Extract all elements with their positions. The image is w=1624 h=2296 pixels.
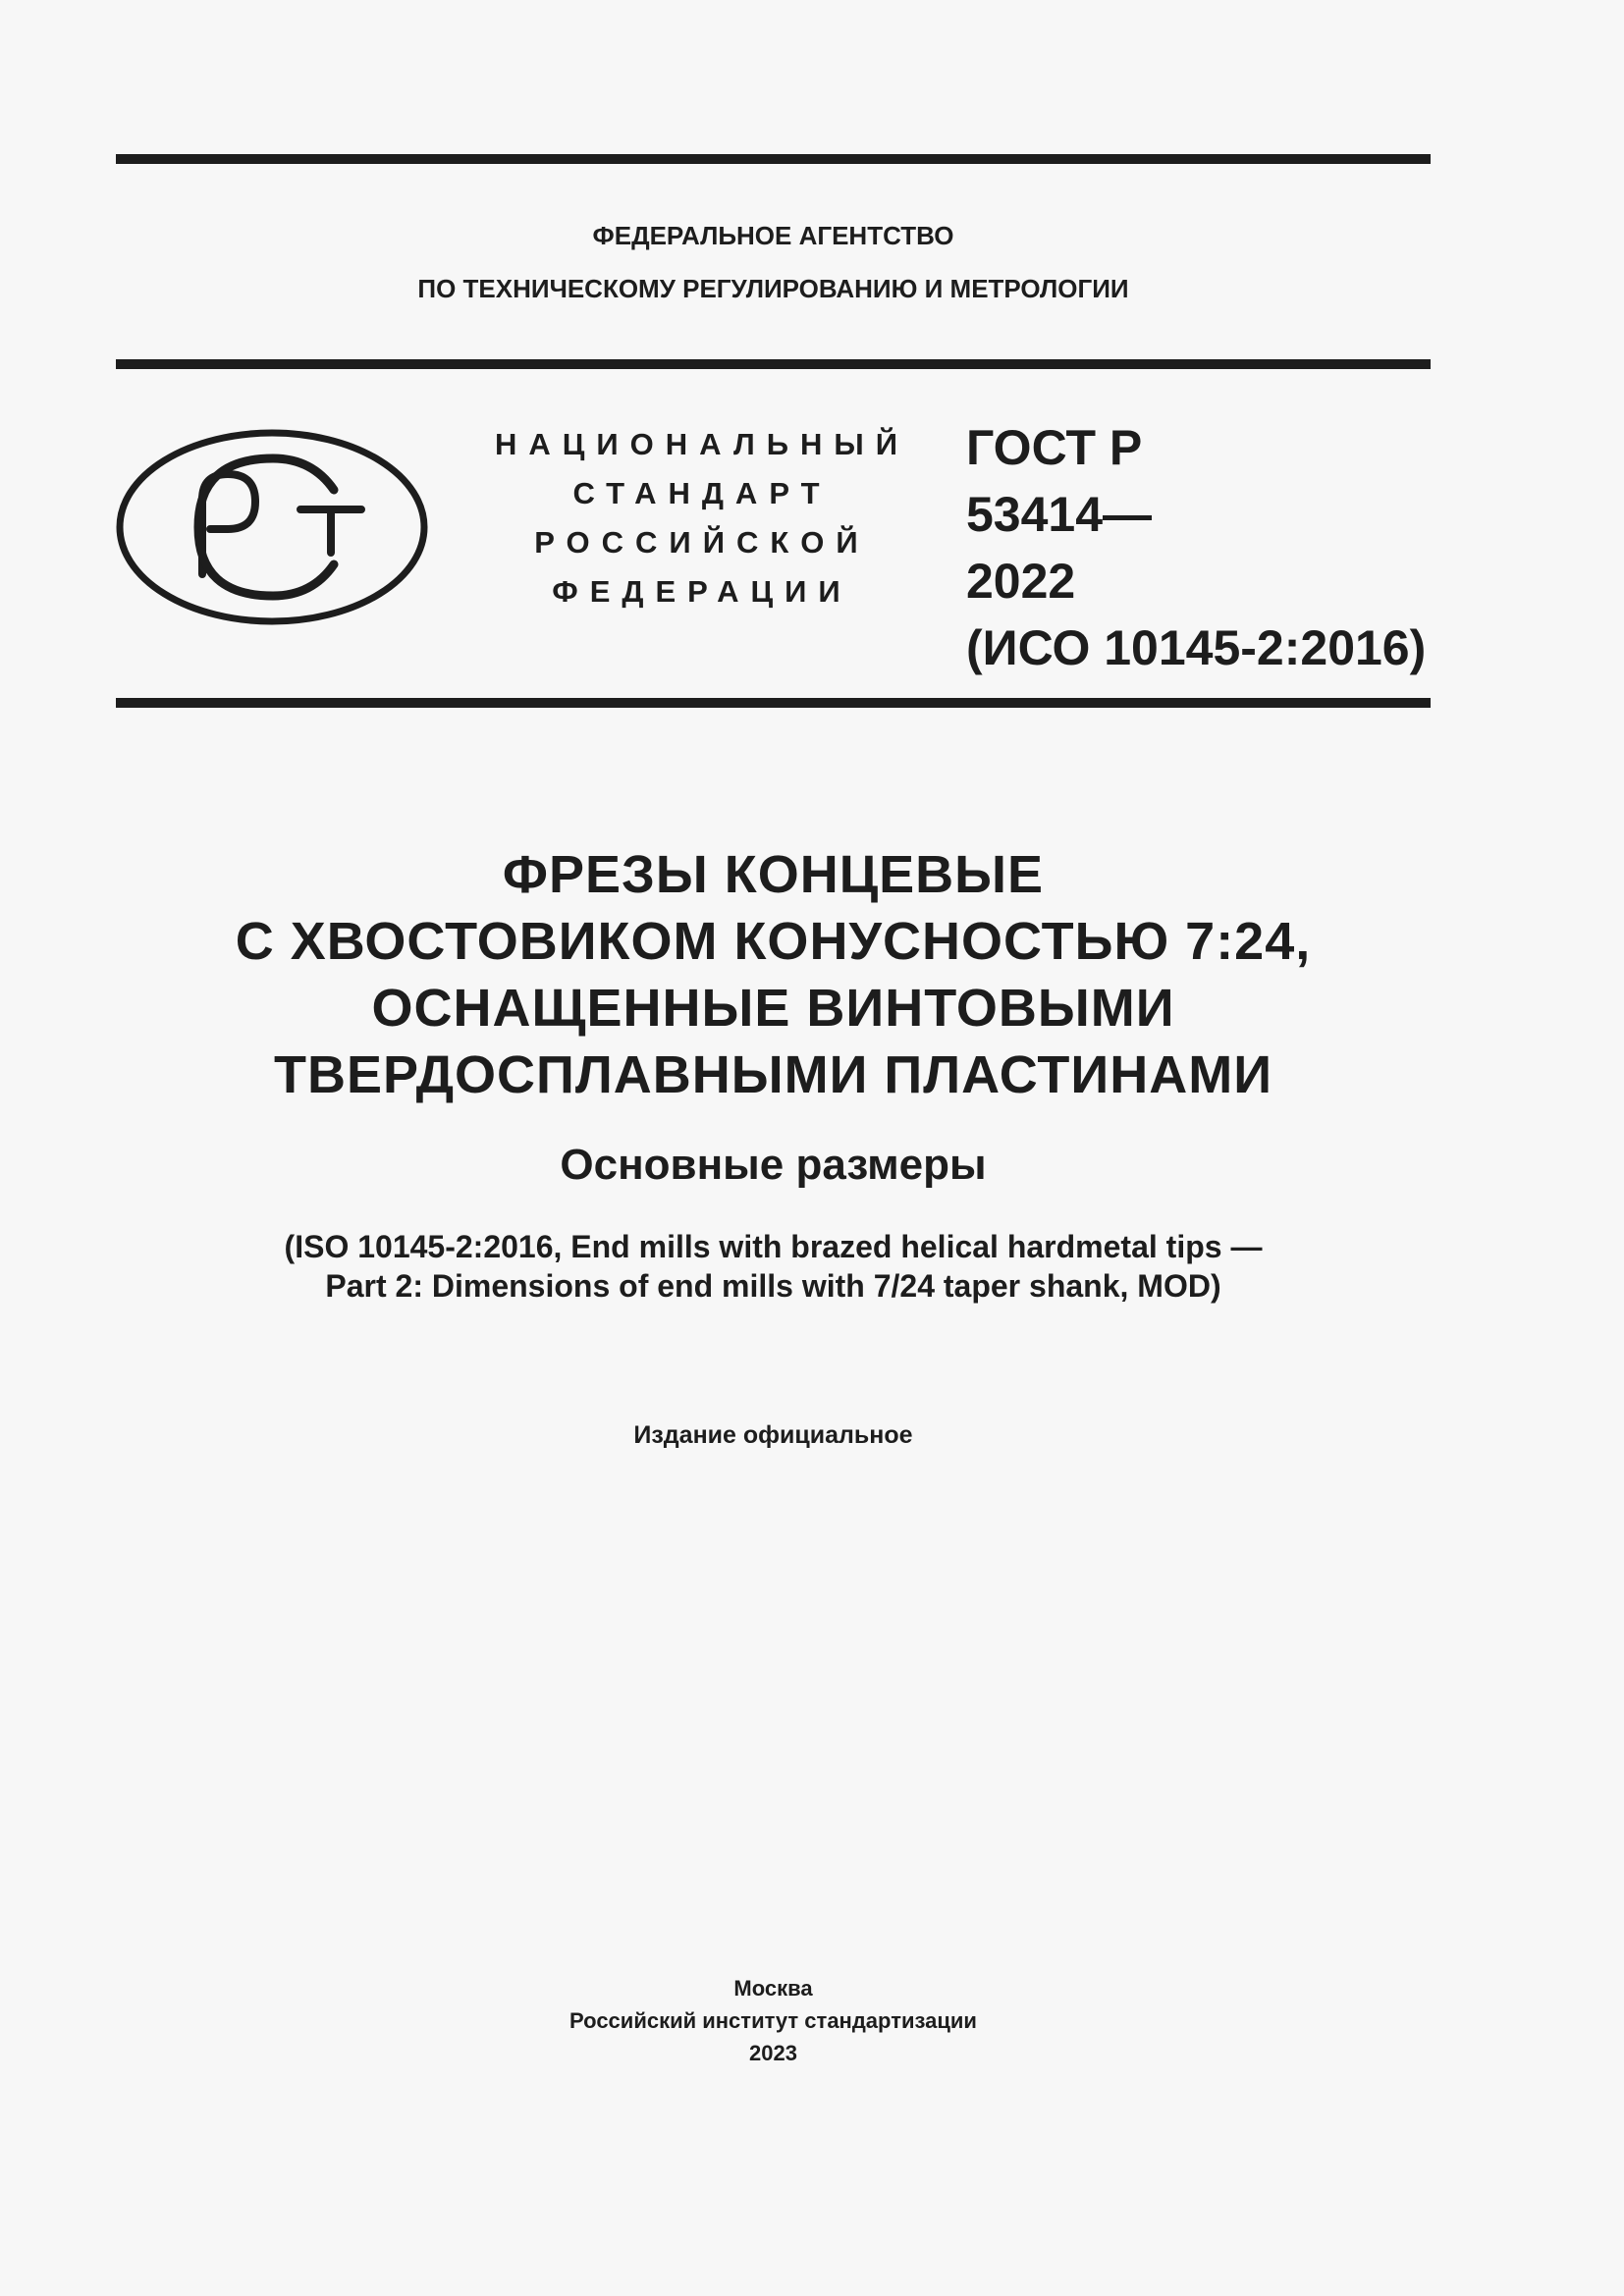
national-standard-label — [471, 420, 933, 616]
title-line: ОСНАЩЕННЫЕ ВИНТОВЫМИ — [371, 979, 1175, 1038]
designation-line: 53414— — [966, 487, 1153, 542]
rst-certification-mark-icon — [116, 429, 428, 625]
designation-line: (ИСО 10145-2:2016) — [966, 620, 1427, 675]
national-line: СТАНДАРТ — [572, 476, 832, 510]
top-rule — [116, 154, 1431, 164]
imprint-year: 2023 — [749, 2041, 797, 2065]
official-edition-label: Издание официальное — [633, 1421, 913, 1449]
imprint-city: Москва — [733, 1976, 813, 2001]
national-line: НАЦИОНАЛЬНЫЙ — [494, 427, 910, 461]
agency-name — [116, 209, 1431, 315]
document-subtitle: Основные размеры — [560, 1141, 987, 1189]
title-line: ТВЕРДОСПЛАВНЫМИ ПЛАСТИНАМИ — [273, 1045, 1273, 1104]
header-bottom-rule — [116, 698, 1431, 708]
agency-line-2: ПО ТЕХНИЧЕСКОМУ РЕГУЛИРОВАНИЮ И МЕТРОЛОГИИ — [417, 274, 1129, 303]
agency-line-1: ФЕДЕРАЛЬНОЕ АГЕНТСТВО — [592, 221, 954, 250]
national-line: РОССИЙСКОЙ — [534, 525, 870, 560]
title-line: С ХВОСТОВИКОМ КОНУСНОСТЬЮ 7:24, — [235, 912, 1312, 971]
standard-designation — [966, 414, 1426, 681]
title-line: ФРЕЗЫ КОНЦЕВЫЕ — [502, 845, 1045, 904]
national-line: ФЕДЕРАЦИИ — [552, 574, 852, 609]
agency-bottom-rule — [116, 359, 1431, 369]
designation-line: ГОСТ Р — [966, 420, 1143, 475]
iso-reference — [116, 1227, 1431, 1306]
designation-line: 2022 — [966, 554, 1076, 609]
imprint — [116, 1972, 1431, 2069]
iso-line: (ISO 10145-2:2016, End mills with brazed helical hardmetal tips — — [284, 1229, 1263, 1264]
document-title — [116, 841, 1431, 1108]
imprint-publisher: Российский институт стандартизации — [569, 2008, 977, 2033]
iso-line: Part 2: Dimensions of end mills with 7/24 taper shank, MOD) — [325, 1268, 1221, 1304]
